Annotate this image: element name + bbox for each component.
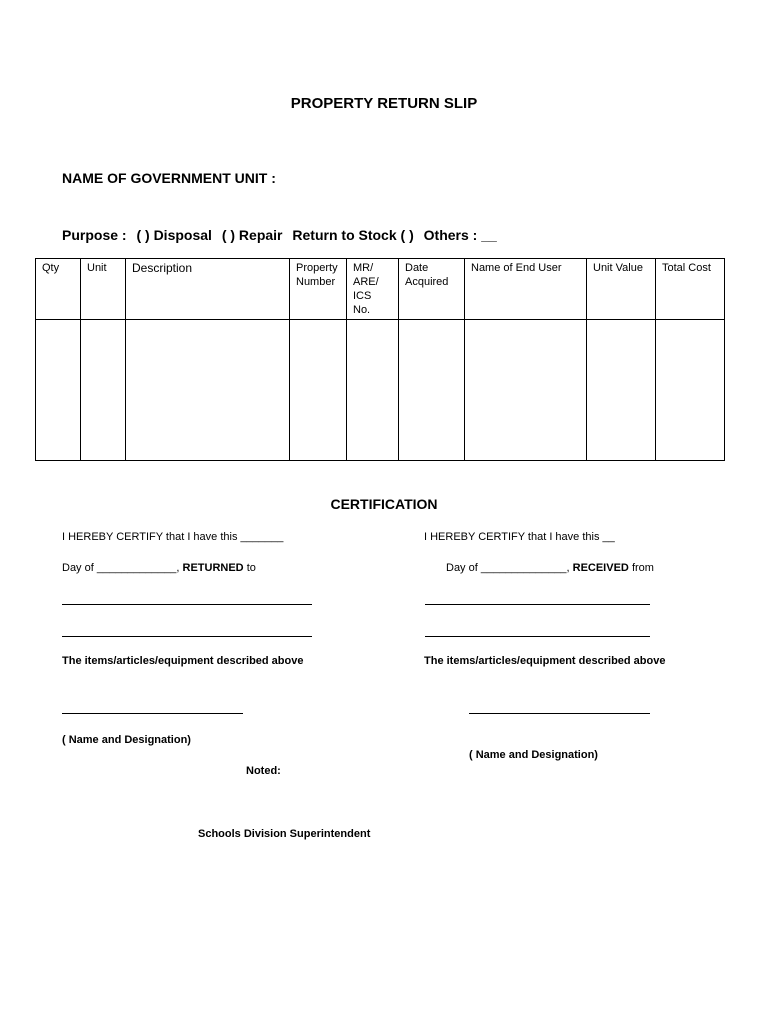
right-name-designation: ( Name and Designation) xyxy=(469,749,598,761)
right-signature-line-1 xyxy=(425,604,650,605)
purpose-repair-option: ( ) Repair xyxy=(221,227,283,243)
table-cell[interactable] xyxy=(347,320,399,461)
table-cell[interactable] xyxy=(399,320,465,461)
left-signature-line-1 xyxy=(62,604,312,605)
column-header-unit: Unit xyxy=(81,259,126,320)
property-table xyxy=(35,258,725,461)
column-header-mr-are-ics: MR/ ARE/ ICS No. xyxy=(347,259,399,320)
column-header-unit-value: Unit Value xyxy=(587,259,656,320)
certification-title: CERTIFICATION xyxy=(330,496,438,512)
right-day-line xyxy=(446,562,654,574)
right-certify-text: I HEREBY CERTIFY that I have this __ xyxy=(424,531,615,543)
purpose-disposal-option: ( ) Disposal xyxy=(136,227,212,243)
column-header-property-number: Property Number xyxy=(290,259,347,320)
noted-label: Noted: xyxy=(246,765,281,777)
left-to-label: to xyxy=(246,562,256,574)
purpose-others-option: Others : __ xyxy=(423,227,497,243)
purpose-line xyxy=(62,227,503,243)
left-day-line xyxy=(62,562,256,574)
table-cell[interactable] xyxy=(587,320,656,461)
column-header-description: Description xyxy=(126,259,290,320)
form-title: PROPERTY RETURN SLIP xyxy=(290,95,478,112)
right-name-line xyxy=(469,713,650,714)
left-day-prefix: Day of _____________, xyxy=(62,562,180,574)
left-name-designation: ( Name and Designation) xyxy=(62,734,191,746)
table-header-row xyxy=(36,259,725,320)
table-cell[interactable] xyxy=(656,320,725,461)
left-returned-label: RETURNED xyxy=(182,562,244,574)
left-items-text: The items/articles/equipment described above xyxy=(62,655,304,667)
left-certify-text: I HEREBY CERTIFY that I have this _______ xyxy=(62,531,284,543)
column-header-date-acquired: Date Acquired xyxy=(399,259,465,320)
right-from-label: from xyxy=(631,562,654,574)
table-cell[interactable] xyxy=(126,320,290,461)
right-day-prefix: Day of ______________, xyxy=(446,562,570,574)
table-cell[interactable] xyxy=(81,320,126,461)
purpose-label: Purpose : xyxy=(62,227,127,243)
right-received-label: RECEIVED xyxy=(572,562,629,574)
left-name-line xyxy=(62,713,243,714)
table-cell[interactable] xyxy=(465,320,587,461)
table-cell[interactable] xyxy=(290,320,347,461)
column-header-qty: Qty xyxy=(36,259,81,320)
right-signature-line-2 xyxy=(425,636,650,637)
table-cell[interactable] xyxy=(36,320,81,461)
purpose-return-to-stock-option: Return to Stock ( ) xyxy=(292,227,414,243)
right-items-text: The items/articles/equipment described above xyxy=(424,655,666,667)
column-header-end-user: Name of End User xyxy=(465,259,587,320)
table-row xyxy=(36,320,725,461)
column-header-total-cost: Total Cost xyxy=(656,259,725,320)
left-signature-line-2 xyxy=(62,636,312,637)
superintendent-label: Schools Division Superintendent xyxy=(198,828,371,840)
government-unit-label: NAME OF GOVERNMENT UNIT : xyxy=(62,170,276,186)
